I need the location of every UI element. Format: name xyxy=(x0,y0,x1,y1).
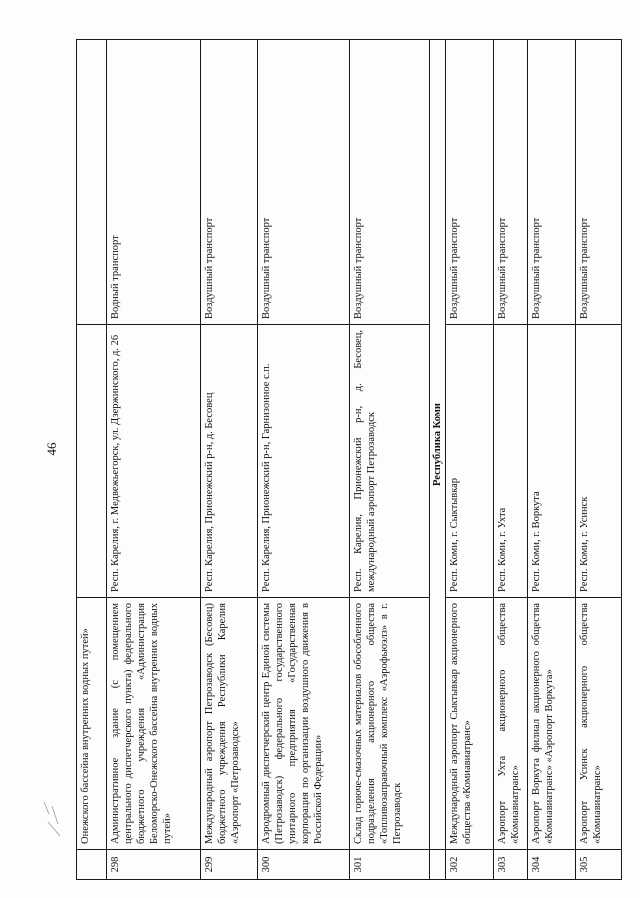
object-address: Респ. Коми, г. Ухта xyxy=(494,325,528,598)
table-row xyxy=(446,40,494,880)
row-number: 304 xyxy=(528,850,576,880)
table-row xyxy=(258,40,350,880)
table-row xyxy=(494,40,528,880)
section-row xyxy=(430,40,446,880)
row-number: 302 xyxy=(446,850,494,880)
table-row xyxy=(201,40,258,880)
transport-type: Воздушный транспорт xyxy=(528,40,576,325)
object-address xyxy=(77,325,107,598)
object-address: Респ. Коми, г. Воркута xyxy=(528,325,576,598)
section-title: Республика Коми xyxy=(430,40,446,850)
object-address: Респ. Карелия, Прионежский р-н, д. Бесовец xyxy=(201,325,258,598)
row-number: 301 xyxy=(350,850,430,880)
transport-type: Воздушный транспорт xyxy=(350,40,430,325)
row-number: 305 xyxy=(576,850,622,880)
transport-type: Воздушный транспорт xyxy=(494,40,528,325)
object-name: Онежского бассейна внутренних водных путей» xyxy=(77,598,107,850)
object-name: Аэропорт Воркута филиал акционерного общества «Комиавиатранс» «Аэропорт Воркута» xyxy=(528,598,576,850)
section-num-cell xyxy=(430,850,446,880)
table-row xyxy=(350,40,430,880)
object-address: Респ. Карелия, г. Медвежьегорск, ул. Дзержинского, д. 26 xyxy=(107,325,201,598)
transport-type: Водный транспорт xyxy=(107,40,201,325)
object-address: Респ. Коми, г. Усинск xyxy=(576,325,622,598)
object-address: Респ. Коми, г. Сыктывкар xyxy=(446,325,494,598)
row-number: 298 xyxy=(107,850,201,880)
object-name: Административное здание (с помещением центрального диспетчерского пункта) федерального бюджетного учреждения «Администрация Беломорско-Онежского бассейна внутренних водных путей» xyxy=(107,598,201,850)
row-number: 299 xyxy=(201,850,258,880)
row-number: 300 xyxy=(258,850,350,880)
rotated-table-wrap xyxy=(76,40,621,880)
transport-type: Воздушный транспорт xyxy=(446,40,494,325)
table-row xyxy=(77,40,107,880)
objects-table xyxy=(76,39,622,880)
table-row xyxy=(107,40,201,880)
object-name: Аэродромный диспетчерский центр Единой системы (Петрозаводск) федерального государственного унитарного предприятия «Государственная корпорация по организации воздушного движения в Российской Федерации» xyxy=(258,598,350,850)
object-name: Международный аэропорт Петрозаводск (Бесовец) бюджетного учреждения Республики Карелия «Аэропорт «Петрозаводск» xyxy=(201,598,258,850)
object-name: Аэропорт Усинск акционерного общества «Комиавиатранс» xyxy=(576,598,622,850)
page-number: 46 xyxy=(44,442,59,456)
object-name: Международный аэропорт Сыктывкар акционерного общества «Комиавиатранс» xyxy=(446,598,494,850)
transport-type: Воздушный транспорт xyxy=(201,40,258,325)
row-number: 303 xyxy=(494,850,528,880)
transport-type xyxy=(77,40,107,325)
object-name: Аэропорт Ухта акционерного общества «Комиавиатранс» xyxy=(494,598,528,850)
transport-type: Воздушный транспорт xyxy=(576,40,622,325)
object-address: Респ. Карелия, Прионежский р-н, Гарнизонное с.п. xyxy=(258,325,350,598)
transport-type: Воздушный транспорт xyxy=(258,40,350,325)
scan-mark-icon xyxy=(40,800,66,840)
object-name: Склад горюче-смазочных материалов обособленного подразделения акционерного общества «Топливозаправочный комплекс «Аэрофьюэлз» в г. Петрозаводск xyxy=(350,598,430,850)
table-row xyxy=(528,40,576,880)
row-number xyxy=(77,850,107,880)
table-row xyxy=(576,40,622,880)
object-address: Респ. Карелия, Прионежский р-н, д. Бесовец, международный аэропорт Петрозаводск xyxy=(350,325,430,598)
